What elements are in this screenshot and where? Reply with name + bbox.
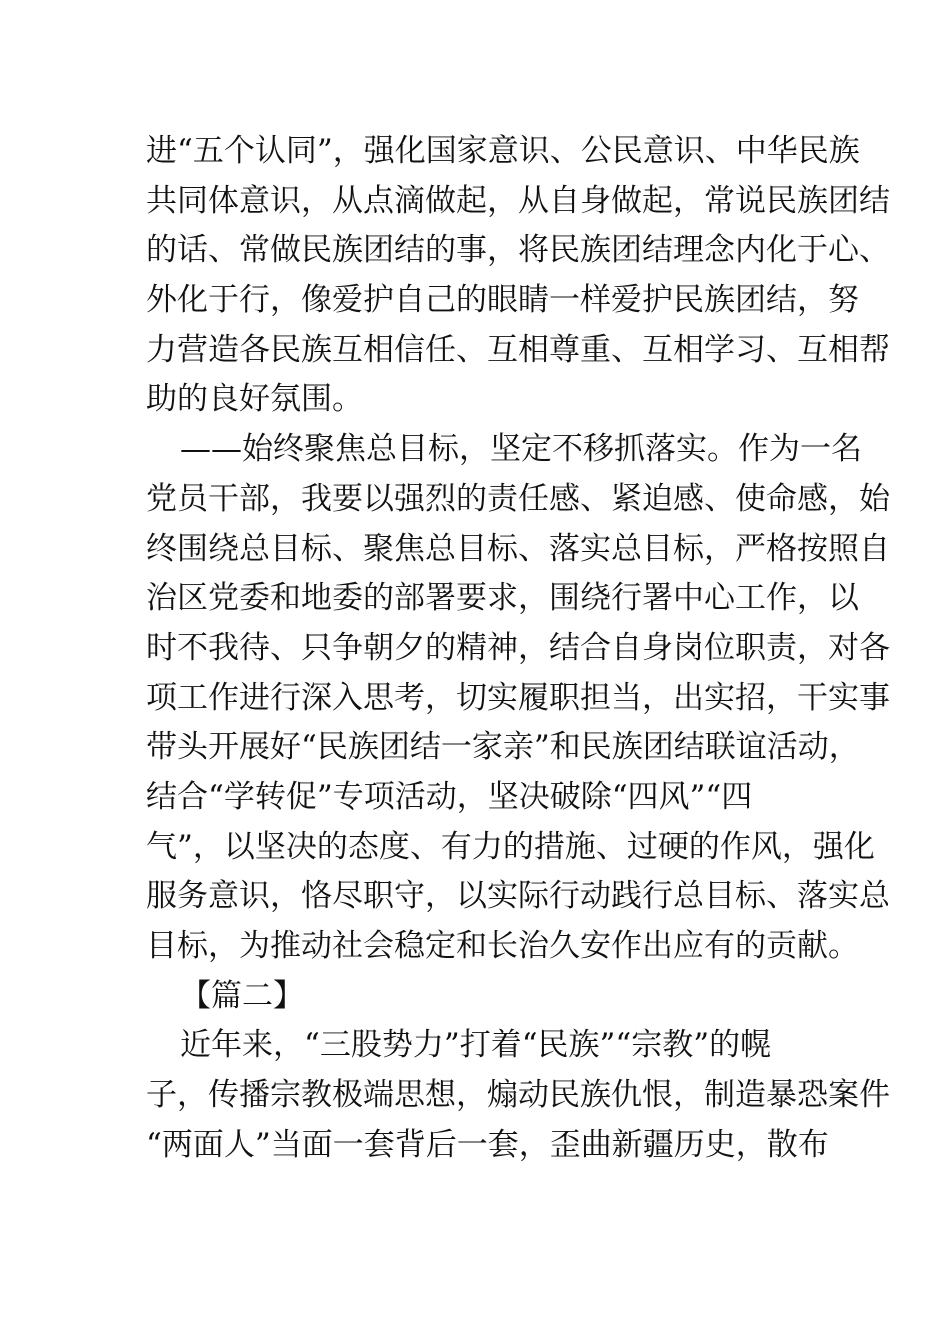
- text-line: 力营造各民族互相信任、互相尊重、互相学习、互相帮: [146, 331, 890, 368]
- text-line: 党员干部，我要以强烈的责任感、紧迫感、使命感，始: [146, 480, 890, 517]
- text-line: 目标，为推动社会稳定和长治久安作出应有的贡献。: [146, 928, 859, 964]
- document-body: [146, 127, 890, 1170]
- text-line: 外化于行，像爱护自己的眼睛一样爱护民族团结，努: [146, 282, 859, 319]
- text-line: 项工作进行深入思考，切实履职担当，出实招，干实事: [146, 679, 890, 716]
- text-line: 助的良好氛围。: [146, 381, 363, 418]
- text-line: 服务意识，恪尽职守，以实际行动践行总目标、落实总: [146, 878, 890, 915]
- text-line: 时不我待、只争朝夕的精神，结合自身岗位职责，对各: [146, 629, 890, 666]
- text-line: 气”，以坚决的态度、有力的措施、过硬的作风，强化: [146, 828, 875, 865]
- text-line: 近年来，“三股势力”打着“民族”“宗教”的幌: [180, 1027, 772, 1064]
- text-line: 【篇二】: [180, 977, 304, 1014]
- text-line: 的话、常做民族团结的事，将民族团结理念内化于心、: [146, 232, 890, 269]
- text-line: ——始终聚焦总目标，坚定不移抓落实。作为一名: [180, 431, 862, 468]
- text-line: 子，传播宗教极端思想，煽动民族仇恨，制造暴恐案件: [146, 1077, 890, 1114]
- text-line: 结合“学转促”专项活动，坚决破除“四风”“四: [146, 778, 753, 815]
- text-line: 进“五个认同”，强化国家意识、公民意识、中华民族: [146, 133, 860, 169]
- text-line: 终围绕总目标、聚焦总目标、落实总目标，严格按照自: [146, 530, 890, 567]
- text-line: 带头开展好“民族团结一家亲”和民族团结联谊活动，: [146, 729, 860, 766]
- text-line: 治区党委和地委的部署要求，围绕行署中心工作，以: [146, 580, 859, 617]
- text-line: “两面人”当面一套背后一套，歪曲新疆历史，散布: [146, 1126, 829, 1163]
- text-line: 共同体意识，从点滴做起，从自身做起，常说民族团结: [146, 182, 890, 219]
